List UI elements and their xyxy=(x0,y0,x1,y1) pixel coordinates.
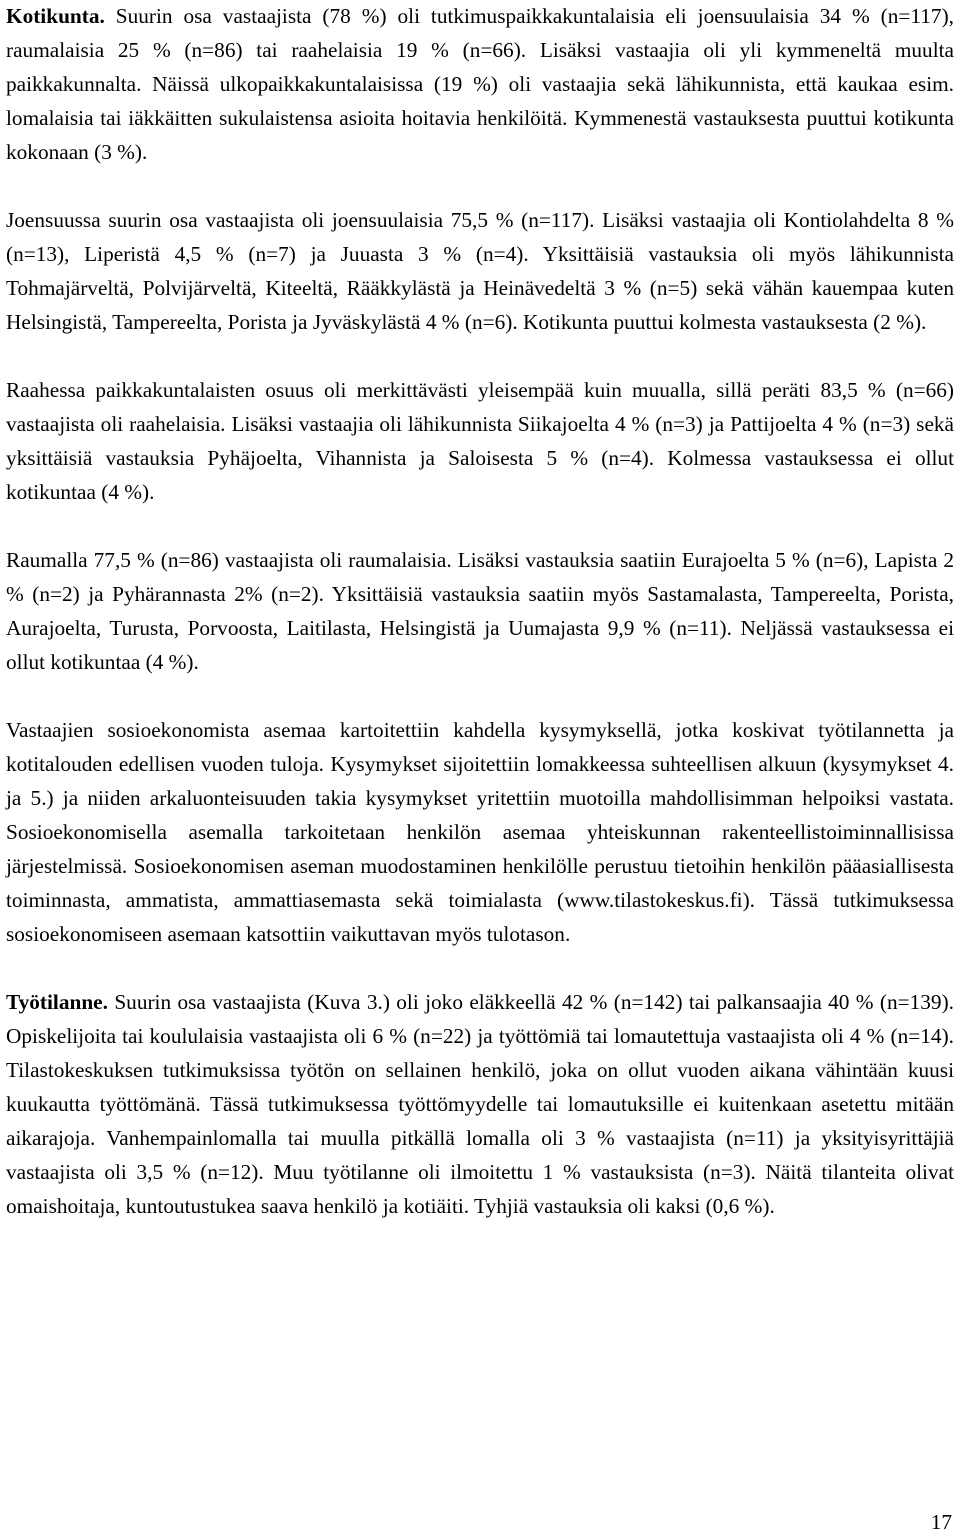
paragraph-tyotilanne xyxy=(6,985,954,1223)
paragraph-text-tyotilanne: Suurin osa vastaajista (Kuva 3.) oli joko eläkkeellä 42 % (n=142) tai palkansaajia 40 % (n=139). Opiskelijoita tai koululaisia vastaajista oli 6 % (n=22) ja työttömiä tai lomautettuja vastaajista oli 4 % (n=14). Tilastokeskuksen tutkimuksissa työtön on sellainen henkilö, joka on ollut vuoden aikana vähintään kuusi kuukautta työttömänä. Tässä tutkimuksessa työttömyydelle tai lomautuksille ei kuitenkaan asetettu mitään aikarajoja. Vanhempainlomalla tai muulla pitkällä lomalla oli 3 % vastaajista (n=11) ja yksityisyrittäjiä vastaajista oli 3,5 % (n=12). Muu työtilanne oli ilmoitettu 1 % vastauksista (n=3). Näitä tilanteita olivat omaishoitaja, kuntoutustukea saava henkilö ja kotiäiti. Tyhjiä vastauksia oli kaksi (0,6 %). xyxy=(6,990,954,1218)
paragraph-text-rauma: Raumalla 77,5 % (n=86) vastaajista oli raumalaisia. Lisäksi vastauksia saatiin Eurajoelta 5 % (n=6), Lapista 2 % (n=2) ja Pyhärannasta 2% (n=2). Yksittäisiä vastauksia saatiin myös Sastamalasta, Tampereelta, Porista, Aurajoelta, Turusta, Porvoosta, Laitilasta, Helsingistä ja Uumajasta 9,9 % (n=11). Neljässä vastauksessa ei ollut kotikuntaa (4 %). xyxy=(6,548,954,674)
paragraph-lead-kotikunta: Kotikunta. xyxy=(6,4,105,28)
paragraph-joensuu xyxy=(6,203,954,339)
paragraph-lead-tyotilanne: Työtilanne. xyxy=(6,990,108,1014)
paragraph-sosioekonominen xyxy=(6,713,954,951)
paragraph-kotikunta xyxy=(6,0,954,169)
document-page xyxy=(6,0,954,1223)
paragraph-raahe xyxy=(6,373,954,509)
paragraph-text-sosioekonominen: Vastaajien sosioekonomista asemaa kartoitettiin kahdella kysymyksellä, jotka koskivat työtilannetta ja kotitalouden edellisen vuoden tuloja. Kysymykset sijoitettiin lomakkeessa suhteellisen alkuun (kysymykset 4. ja 5.) ja niiden arkaluonteisuuden takia kysymykset yritettiin muotoilla mahdollisimman helpoiksi vastata. Sosioekonomisella asemalla tarkoitetaan henkilön asemaa yhteiskunnan rakenteellistoiminnallisissa järjestelmissä. Sosioekonomisen aseman muodostaminen henkilölle perustuu tietoihin henkilön pääasiallisesta toiminnasta, ammatista, ammattiasemasta sekä toimialasta (www.tilastokeskus.fi). Tässä tutkimuksessa sosioekonomiseen asemaan katsottiin vaikuttavan myös tulotason. xyxy=(6,718,954,946)
page-number: 17 xyxy=(930,1510,952,1534)
paragraph-rauma xyxy=(6,543,954,679)
paragraph-text-joensuu: Joensuussa suurin osa vastaajista oli joensuulaisia 75,5 % (n=117). Lisäksi vastaajia oli Kontiolahdelta 8 % (n=13), Liperistä 4,5 % (n=7) ja Juuasta 3 % (n=4). Yksittäisiä vastauksia oli myös lähikunnista Tohmajärveltä, Polvijärveltä, Kiteeltä, Rääkkylästä ja Heinävedeltä 3 % (n=5) sekä vähän kauempaa kuten Helsingistä, Tampereelta, Porista ja Jyväskylästä 4 % (n=6). Kotikunta puuttui kolmesta vastauksesta (2 %). xyxy=(6,208,954,334)
paragraph-text-raahe: Raahessa paikkakuntalaisten osuus oli merkittävästi yleisempää kuin muualla, sillä peräti 83,5 % (n=66) vastaajista oli raahelaisia. Lisäksi vastaajia oli lähikunnista Siikajoelta 4 % (n=3) ja Pattijoelta 4 % (n=3) sekä yksittäisiä vastauksia Pyhäjoelta, Vihannista ja Saloisesta 5 % (n=4). Kolmessa vastauksessa ei ollut kotikuntaa (4 %). xyxy=(6,378,954,504)
paragraph-text-kotikunta: Suurin osa vastaajista (78 %) oli tutkimuspaikkakuntalaisia eli joensuulaisia 34 % (n=117), raumalaisia 25 % (n=86) tai raahelaisia 19 % (n=66). Lisäksi vastaajia oli yli kymmeneltä muulta paikkakunnalta. Näissä ulkopaikkakuntalaisissa (19 %) oli vastaajia sekä lähikunnista, että kaukaa esim. lomalaisia tai iäkkäitten sukulaistensa asioita hoitavia henkilöitä. Kymmenestä vastauksesta puuttui kotikunta kokonaan (3 %). xyxy=(6,4,954,164)
